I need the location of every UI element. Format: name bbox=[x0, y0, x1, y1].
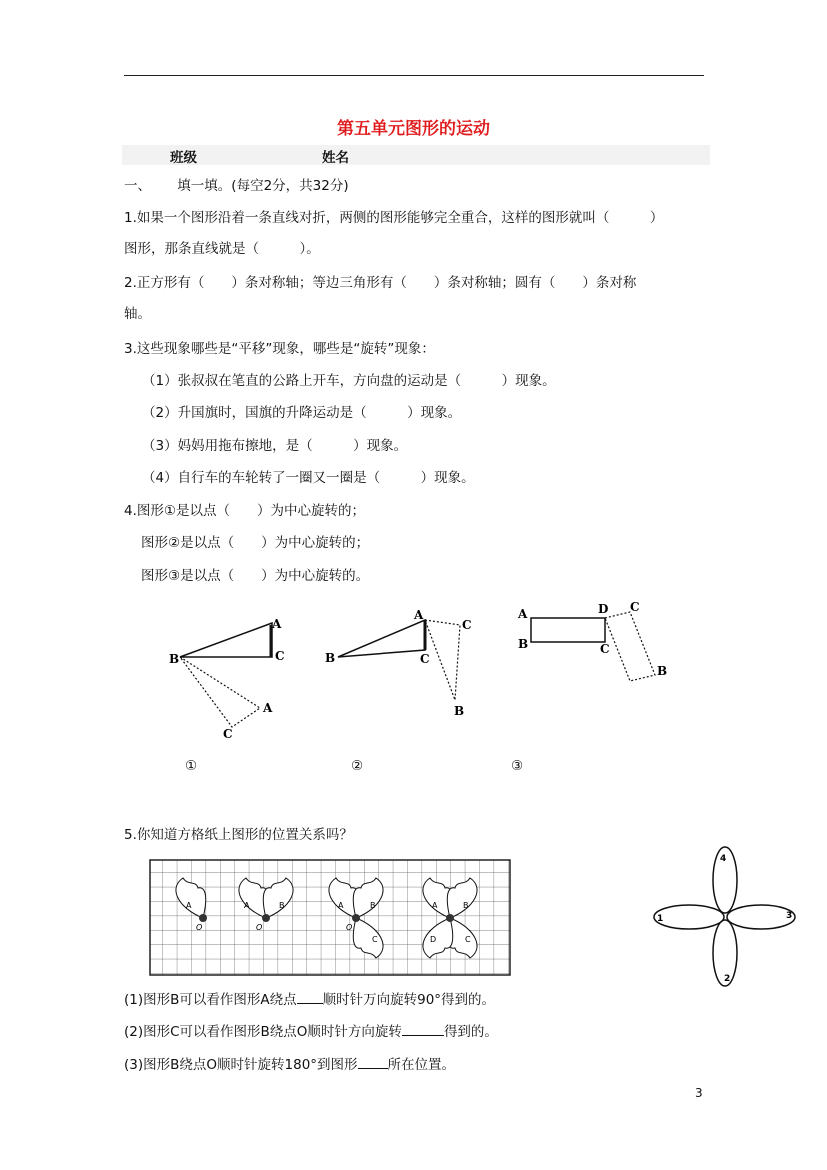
g3-label-a: A bbox=[338, 901, 344, 910]
q1-line2: 图形，那条直线就是（ ）。 bbox=[124, 241, 320, 257]
header-rule bbox=[124, 75, 704, 76]
q3-item-4: （4）自行车的车轮转了一圈又一圈是（ ）现象。 bbox=[142, 470, 475, 486]
g2-label-a: A bbox=[244, 901, 250, 910]
figure-label-3: ③ bbox=[511, 758, 524, 774]
q3-item-2: （2）升国旗时，国旗的升降运动是（ ）现象。 bbox=[142, 405, 462, 421]
q3-item-1: （1）张叔叔在笔直的公路上开车，方向盘的运动是（ ）现象。 bbox=[142, 373, 556, 389]
section-title: 填一填。(每空2分，共32分) bbox=[177, 178, 349, 194]
rotation-figure-1 bbox=[160, 605, 300, 755]
g3-label-o: O bbox=[346, 923, 353, 932]
g1-label-o: O bbox=[196, 923, 203, 932]
fig2-label-c-rotated: C bbox=[462, 618, 472, 632]
g3-label-b: B bbox=[370, 901, 376, 910]
fig1-label-b: B bbox=[169, 652, 180, 666]
fig2-label-a: A bbox=[414, 608, 424, 622]
q4-line-1: 4.图形①是以点（ ）为中心旋转的； bbox=[124, 503, 365, 519]
section-heading bbox=[124, 174, 349, 194]
fig1-label-a: A bbox=[272, 617, 282, 631]
q5-sub-1 bbox=[124, 988, 495, 1008]
petal-number-1: 1 bbox=[657, 914, 664, 924]
four-petal-figure bbox=[650, 843, 800, 993]
q5-sub-3-text-b: 所在位置。 bbox=[387, 1057, 456, 1073]
g1-label-a: A bbox=[186, 901, 192, 910]
fig3-label-d: D bbox=[598, 602, 609, 616]
q5-sub-2-text-a: (2)图形C可以看作图形B绕点O顺时针方向旋转 bbox=[124, 1024, 402, 1040]
fig3-label-a: A bbox=[518, 607, 528, 621]
section-number: 一、 bbox=[124, 178, 151, 194]
fig2-label-b: B bbox=[325, 651, 336, 665]
page-number: 3 bbox=[695, 1086, 703, 1100]
g2-label-o: O bbox=[256, 923, 263, 932]
q5-sub-3 bbox=[124, 1053, 455, 1073]
fig3-label-c: C bbox=[600, 642, 610, 656]
q5-sub-1-text-a: (1)图形B可以看作图形A绕点 bbox=[124, 992, 297, 1008]
g4-label-a: A bbox=[432, 901, 438, 910]
class-name-row bbox=[122, 145, 710, 165]
fig2-label-c: C bbox=[420, 652, 430, 666]
class-label: 班级 bbox=[170, 150, 197, 166]
fig3-label-b: B bbox=[518, 637, 529, 651]
answer-blank-3[interactable] bbox=[358, 1056, 388, 1069]
g3-label-c: C bbox=[372, 935, 378, 944]
q2-line2: 轴。 bbox=[124, 306, 151, 322]
fig3-label-c-rotated: C bbox=[630, 600, 640, 614]
figure-label-1: ① bbox=[185, 758, 198, 774]
q4-line-2: 图形②是以点（ ）为中心旋转的； bbox=[141, 535, 370, 551]
g4-label-b: B bbox=[463, 901, 469, 910]
petal-number-2: 2 bbox=[724, 974, 731, 984]
fig1-label-c-rotated: C bbox=[223, 727, 233, 741]
rotation-figure-3 bbox=[510, 595, 675, 690]
answer-blank-2[interactable] bbox=[402, 1023, 444, 1036]
petal-number-3: 3 bbox=[786, 911, 793, 921]
q4-line-3: 图形③是以点（ ）为中心旋转的。 bbox=[141, 568, 370, 584]
q2-line1: 2.正方形有（ ）条对称轴；等边三角形有（ ）条对称轴；圆有（ ）条对称 bbox=[124, 275, 637, 291]
g4-label-d: D bbox=[430, 935, 437, 944]
q5-sub-2 bbox=[124, 1020, 498, 1040]
figure-label-2: ② bbox=[351, 758, 364, 774]
grid-paper bbox=[148, 858, 513, 978]
fig1-label-a-rotated: A bbox=[263, 701, 273, 715]
g2-label-b: B bbox=[279, 901, 285, 910]
q3-item-3: （3）妈妈用拖布擦地，是（ ）现象。 bbox=[142, 438, 408, 454]
page-title: 第五单元图形的运动 bbox=[337, 119, 490, 139]
q5-intro: 5.你知道方格纸上图形的位置关系吗？ bbox=[124, 827, 353, 843]
g4-label-c: C bbox=[465, 935, 471, 944]
q1-line1: 1.如果一个图形沿着一条直线对折，两侧的图形能够完全重合，这样的图形就叫（ ） bbox=[124, 210, 664, 226]
rotation-figure-2 bbox=[320, 600, 480, 725]
petal-number-4: 4 bbox=[720, 854, 727, 864]
fig2-label-b-rotated: B bbox=[454, 704, 465, 718]
q5-sub-1-text-b: 顺时针万向旋转90°得到的。 bbox=[322, 992, 496, 1008]
q3-intro: 3.这些现象哪些是“平移”现象，哪些是“旋转”现象： bbox=[124, 341, 435, 357]
name-label: 姓名 bbox=[322, 150, 349, 166]
q5-sub-2-text-b: 得到的。 bbox=[443, 1024, 498, 1040]
fig3-label-b-rotated: B bbox=[657, 664, 668, 678]
q5-sub-3-text-a: (3)图形B绕点O顺时针旋转180°到图形 bbox=[124, 1057, 358, 1073]
answer-blank-1[interactable] bbox=[297, 991, 323, 1004]
fig1-label-c: C bbox=[275, 649, 285, 663]
